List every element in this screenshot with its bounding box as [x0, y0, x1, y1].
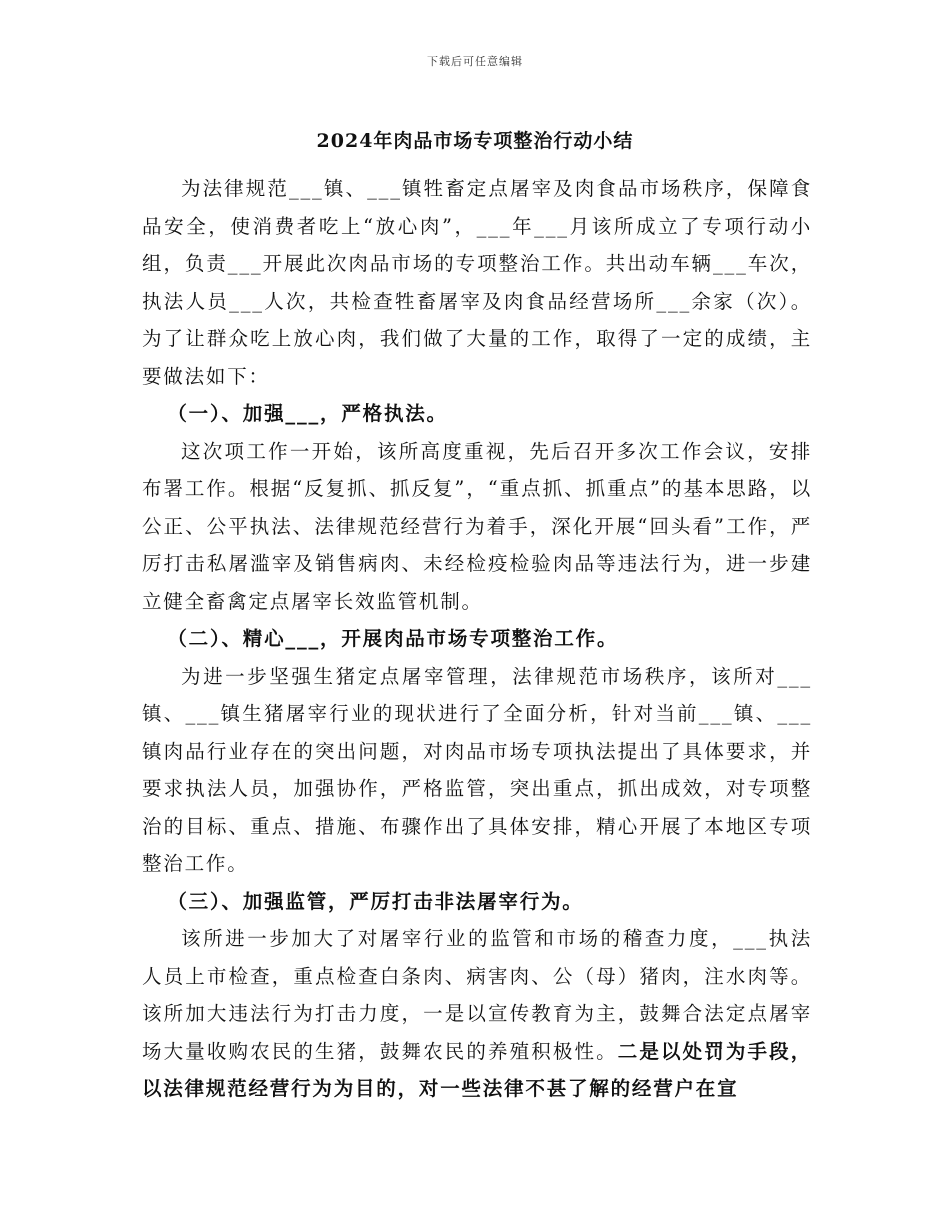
- section-2-heading: （二）、精心___，开展肉品市场专项整治工作。: [167, 627, 619, 650]
- document-title: 2024年肉品市场专项整治行动小结: [316, 130, 634, 152]
- section-2-paragraph: 为进一步坚强生猪定点屠宰管理，法律规范市场秩序，该所对___镇、___镇生猪屠宰行业的现状进行了全面分析，针对当前___镇、___镇肉品行业存在的突出问题，对肉品市场专项执法提出了具体要求，并要求执法人员，加强协作，严格监管，突出重点，抓出成效，对专项整治的目标、重点、措施、布骤作出了具体安排，精心开展了本地区专项整治工作。: [142, 664, 812, 875]
- intro-paragraph: 为法律规范___镇、___镇牲畜定点屠宰及肉食品市场秩序，保障食品安全，使消费者吃上“放心肉”，___年___月该所成立了专项行动小组，负责___开展此次肉品市场的专项整治工作。共出动车辆___车次，执法人员___人次，共检查牲畜屠宰及肉食品经营场所___余家（次）。为了让群众吃上放心肉，我们做了大量的工作，取得了一定的成绩，主要做法如下：: [142, 177, 812, 388]
- section-3-bold-text: 二是以处罚为手段，以法律规范经营行为为目的，对一些法律不甚了解的经营户在宣: [142, 1039, 813, 1100]
- header-note: 下载后可任意编辑: [427, 55, 523, 68]
- section-1-heading: （一）、加强___，严格执法。: [167, 402, 448, 425]
- section-3-paragraph: [142, 920, 812, 1108]
- section-1-paragraph: 这次项工作一开始，该所高度重视，先后召开多次工作会议，安排布署工作。根据“反复抓、抓反复”，“重点抓、抓重点”的基本思路，以公正、公平执法、法律规范经营行为着手，深化开展“回头看”工作，严厉打击私屠滥宰及销售病肉、未经检疫检验肉品等违法行为，进一步建立健全畜禽定点屠宰长效监管机制。: [142, 439, 812, 613]
- section-3-text: 该所进一步加大了对屠宰行业的监管和市场的稽查力度，___执法人员上市检查，重点检查白条肉、病害肉、公（母）猪肉，注水肉等。该所加大违法行为打击力度，一是以宣传教育为主，鼓舞合法定点屠宰场大量收购农民的生猪，鼓舞农民的养殖积极性。: [142, 927, 813, 1063]
- document-body: [142, 170, 812, 1108]
- section-3-heading: （三）、加强监管，严厉打击非法屠宰行为。: [167, 889, 584, 913]
